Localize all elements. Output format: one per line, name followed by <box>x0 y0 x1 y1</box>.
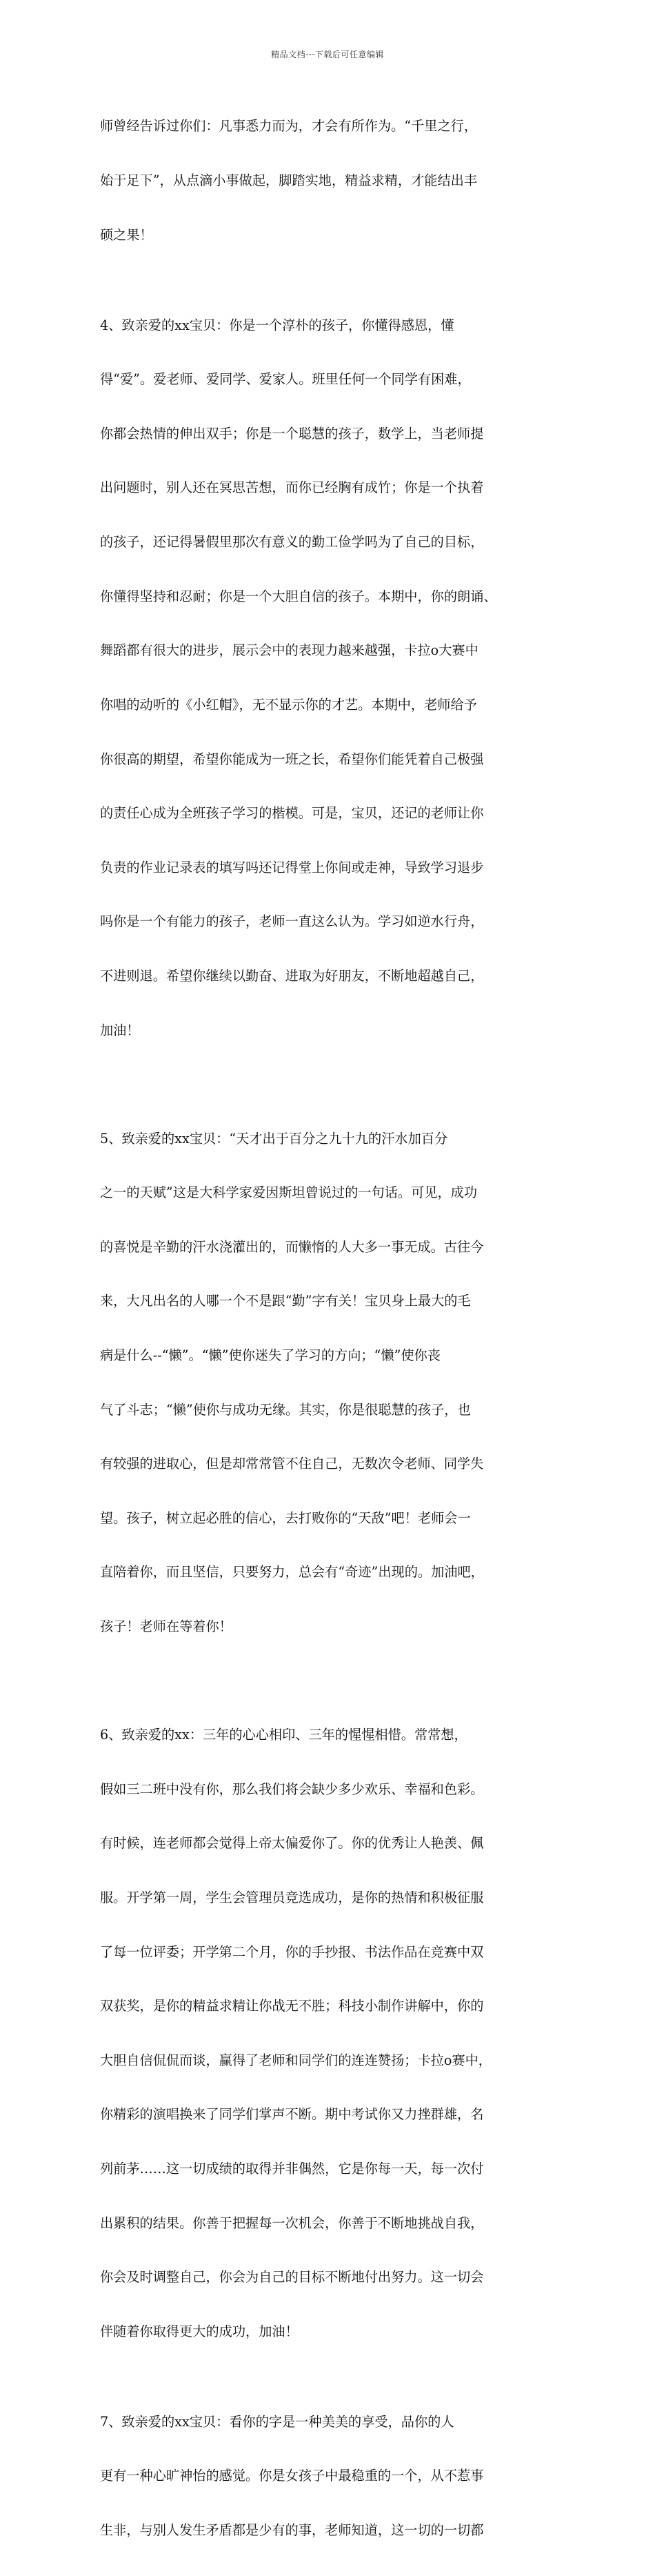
text-line: 你很高的期望，希望你能成为一班之长，希望你们能凭着自己极强 <box>100 751 484 767</box>
text-line: 得“爱”。爱老师、爱同学、爱家人。班里任何一个同学有困难， <box>100 371 471 388</box>
text-line: 你都会热情的伸出双手；你是一个聪慧的孩子，数学上，当老师提 <box>100 425 484 442</box>
paragraph-3-end <box>100 81 556 280</box>
text-line: 大胆自信侃侃而谈，赢得了老师和同学们的连连赞扬；卡拉o赛中， <box>100 2052 492 2068</box>
text-line: 有时候，连老师都会觉得上帝太偏爱你了。你的优秀让人艳羡、佩 <box>100 1835 484 1852</box>
text-line: 始于足下”，从点滴小事做起，脚踏实地，精益求精，才能结出丰 <box>100 172 478 189</box>
text-line: 师曾经告诉过你们：凡事悉力而为，才会有所作为。“千里之行， <box>100 118 478 135</box>
text-line: 气了斗志；“懒”使你与成功无缘。其实，你是很聪慧的孩子，也 <box>100 1401 471 1418</box>
text-line: 的喜悦是辛勤的汗水浇灌出的，而懒惰的人大多一事无成。古往今 <box>100 1238 484 1255</box>
text-line: 你懂得坚持和忍耐；你是一个大胆自信的孩子。本期中，你的朗诵、 <box>100 588 497 604</box>
paragraph-4 <box>100 280 556 1076</box>
text-line: 生非，与别人发生矛盾都是少有的事，老师知道，这一切的一切都 <box>100 2522 484 2539</box>
text-line: 6、致亲爱的xx：三年的心心相印、三年的惺惺相惜。常常想， <box>100 1727 467 1743</box>
text-line: 之一的天赋”这是大科学家爱因斯坦曾说过的一句话。可见，成功 <box>100 1185 478 1201</box>
text-line: 的孩子，还记得暑假里那次有意义的勤工俭学吗为了自己的目标， <box>100 534 484 551</box>
text-line: 你精彩的演唱换来了同学们掌声不断。期中考试你又力挫群雄，名 <box>100 2106 484 2123</box>
text-line: 假如三二班中没有你，那么我们将会缺少多少欢乐、幸福和色彩。 <box>100 1781 484 1797</box>
paragraph-spacer <box>100 1672 556 1690</box>
text-line: 加油！ <box>100 1022 140 1038</box>
text-line: 4、致亲爱的xx宝贝：你是一个淳朴的孩子，你懂得感恩，懂 <box>100 317 454 333</box>
paragraph-5 <box>100 1093 556 1672</box>
text-line: 舞蹈都有很大的进步，展示会中的表现力越来越强，卡拉o大赛中 <box>100 642 478 659</box>
text-line: 7、致亲爱的xx宝贝：看你的字是一种美美的享受，品你的人 <box>100 2413 454 2430</box>
text-line: 有较强的进取心，但是却常常管不住自己，无数次令老师、同学失 <box>100 1456 484 1472</box>
text-line: 负责的作业记录表的填写吗还记得堂上你间或走神，导致学习退步 <box>100 859 484 875</box>
text-line: 病是什么--“懒”。“懒”使你迷失了学习的方向；“懒”使你丧 <box>100 1347 441 1364</box>
text-line: 望。孩子，树立起必胜的信心，去打败你的“天敌”吧！老师会一 <box>100 1509 471 1526</box>
text-line: 出累积的结果。你善于把握每一次机会，你善于不断地挑战自我， <box>100 2215 484 2231</box>
text-line: 了每一位评委；开学第二个月，你的手抄报、书法作品在竞赛中双 <box>100 1943 484 1960</box>
text-line: 双获奖，是你的精益求精让你战无不胜；科技小制作讲解中，你的 <box>100 1998 484 2014</box>
text-line: 你唱的动听的《小红帽》，无不显示你的才艺。本期中，老师给予 <box>100 696 477 713</box>
text-line: 的责任心成为全班孩子学习的楷模。可是，宝贝，还记的老师让你 <box>100 805 484 822</box>
document-body <box>100 81 556 2576</box>
text-line: 硕之果！ <box>100 226 153 243</box>
text-line: 出问题时，别人还在冥思苦想，而你已经胸有成竹；你是一个执着 <box>100 479 484 496</box>
text-line: 孩子！老师在等着你！ <box>100 1618 232 1635</box>
text-line: 列前茅……这一切成绩的取得并非偶然，它是你每一天，每一次付 <box>100 2160 484 2177</box>
paragraph-spacer <box>100 1076 556 1093</box>
paragraph-6 <box>100 1690 556 2377</box>
text-line: 你会及时调整自己，你会为自己的目标不断地付出努力。这一切会 <box>100 2269 484 2286</box>
text-line: 不进则退。希望你继续以勤奋、进取为好朋友，不断地超越自己， <box>100 967 484 984</box>
text-line: 更有一种心旷神怡的感觉。你是女孩子中最稳重的一个，从不惹事 <box>100 2468 484 2484</box>
text-line: 服。开学第一周，学生会管理员竞选成功，是你的热情和积极征服 <box>100 1889 484 1905</box>
text-line: 直陪着你，而且坚信，只要努力，总会有“奇迹”出现的。加油吧， <box>100 1564 484 1581</box>
text-line: 来，大凡出名的人哪一个不是跟“勤”字有关！宝贝身上最大的毛 <box>100 1293 471 1309</box>
text-line: 伴随着你取得更大的成功，加油！ <box>100 2323 299 2339</box>
text-line: 5、致亲爱的xx宝贝：“天才出于百分之九十九的汗水加百分 <box>100 1130 448 1147</box>
page-header: 精品文档---下载后可任意编辑 <box>271 50 384 59</box>
paragraph-7 <box>100 2377 556 2575</box>
text-line: 吗你是一个有能力的孩子，老师一直这么认为。学习如逆水行舟， <box>100 913 484 930</box>
